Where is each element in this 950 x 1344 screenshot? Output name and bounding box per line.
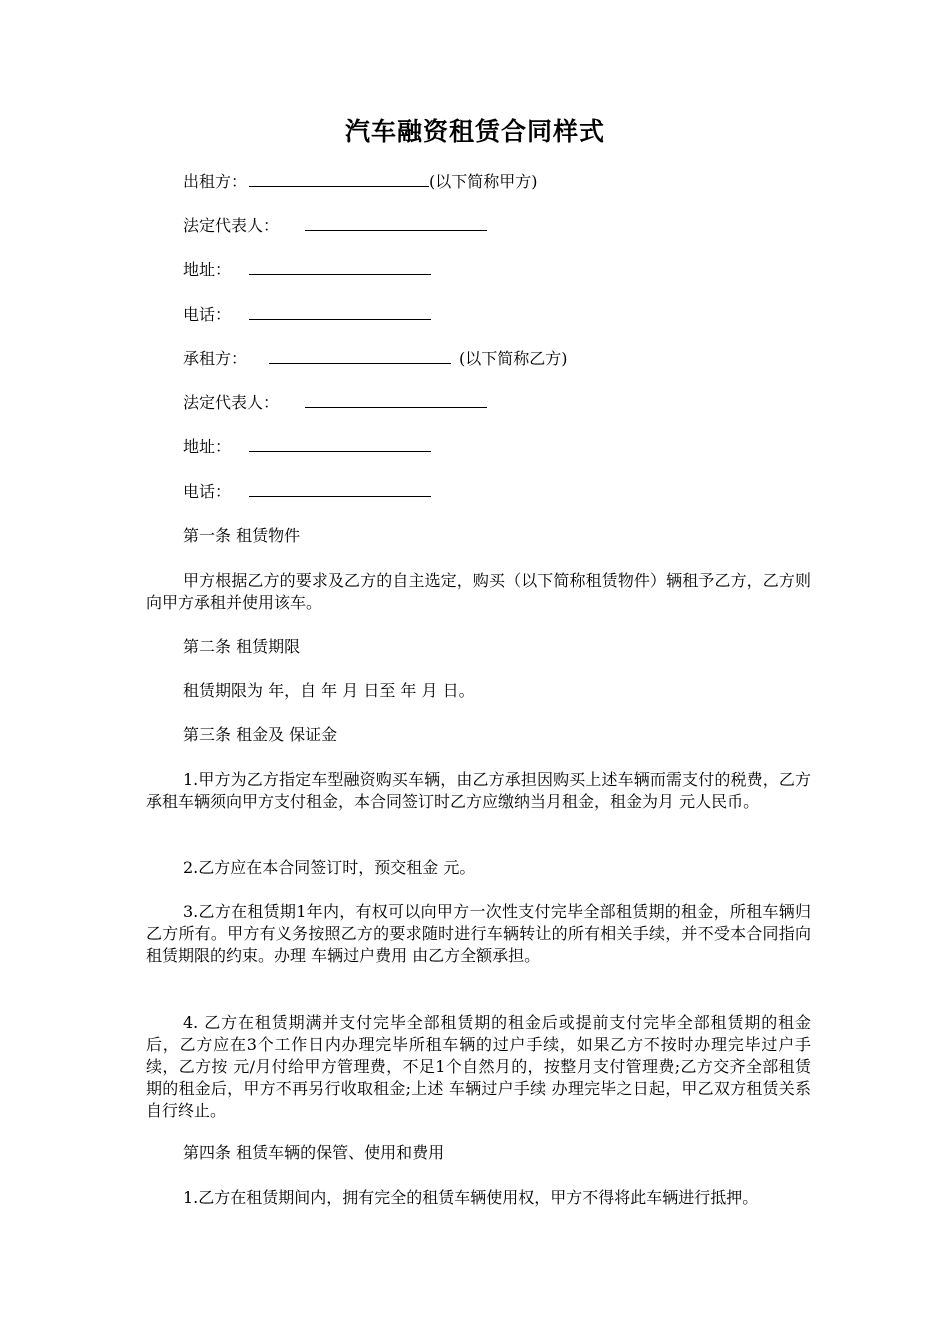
- lessor-rep-line: [183, 215, 487, 237]
- article3-clause4: 4. 乙方在租赁期满并支付完毕全部租赁期的租金后或提前支付完毕全部租赁期的租金后，乙方应在3个工作日内办理完毕所租车辆的过户手续，如果乙方不按时办理完毕过户手续，乙方按 元/月付给甲方管理费，不足1个自然月的，按整月支付管理费;乙方交齐全部租赁期的租金后，甲方不再另行收取租金;上述 车辆过户手续 办理完毕之日起，甲乙双方租赁关系自行终止。: [146, 1013, 811, 1120]
- article1-text: 甲方根据乙方的要求及乙方的自主选定，购买（以下简称租赁物件）辆租予乙方，乙方则向甲方承租并使用该车。: [146, 571, 811, 612]
- article4-heading: 第四条 租赁车辆的保管、使用和费用: [183, 1143, 445, 1162]
- lessee-blank: [269, 348, 451, 364]
- lessee-address-blank: [249, 436, 431, 452]
- lessor-address-label: 地址：: [183, 260, 232, 279]
- lessee-phone-blank: [249, 481, 431, 497]
- lessor-address-line: [183, 259, 431, 281]
- article1-heading: 第一条 租赁物件: [183, 526, 301, 545]
- lessor-rep-label: 法定代表人：: [183, 216, 280, 235]
- lessor-line: [183, 171, 538, 193]
- lessor-rep-blank: [305, 215, 487, 231]
- lessee-address-label: 地址：: [183, 437, 232, 456]
- article2-heading: 第二条 租赁期限: [183, 637, 301, 656]
- lessor-label: 出租方：: [183, 172, 248, 191]
- article3-heading: 第三条 租金及 保证金: [183, 725, 338, 744]
- article3-clause1: 1.甲方为乙方指定车型融资购买车辆，由乙方承担因购买上述车辆而需支付的税费，乙方承租车辆须向甲方支付租金，本合同签订时乙方应缴纳当月租金，租金为月 元人民币。: [146, 770, 811, 811]
- article3-clause2: 2.乙方应在本合同签订时，预交租金 元。: [183, 858, 476, 877]
- lessee-rep-line: [183, 392, 487, 414]
- lessee-line: [183, 348, 568, 370]
- lessee-label: 承租方：: [183, 349, 248, 368]
- article4-clause1: 1.乙方在租赁期间内，拥有完全的租赁车辆使用权，甲方不得将此车辆进行抵押。: [183, 1188, 759, 1207]
- lessee-rep-label: 法定代表人：: [183, 393, 280, 412]
- lessee-address-line: [183, 436, 431, 458]
- article3-clause3: 3.乙方在租赁期1年内，有权可以向甲方一次性支付完毕全部租赁期的租金，所租车辆归乙方所有。甲方有义务按照乙方的要求随时进行车辆转让的所有相关手续，并不受本合同指向租赁期限的约束。办理 车辆过户费用 由乙方全额承担。: [146, 902, 811, 965]
- article2-text: 租赁期限为 年，自 年 月 日至 年 月 日。: [183, 681, 475, 700]
- lessor-phone-label: 电话：: [183, 305, 232, 324]
- lessor-suffix: (以下简称甲方): [429, 172, 538, 191]
- lessor-phone-line: [183, 304, 431, 326]
- lessee-rep-blank: [305, 392, 487, 408]
- lessor-address-blank: [249, 259, 431, 275]
- lessee-suffix: (以下简称乙方): [459, 349, 568, 368]
- document-title: 汽车融资租赁合同样式: [344, 117, 605, 146]
- lessor-phone-blank: [249, 304, 431, 320]
- lessee-phone-label: 电话：: [183, 482, 232, 501]
- lessee-phone-line: [183, 481, 431, 503]
- lessor-blank: [249, 171, 429, 187]
